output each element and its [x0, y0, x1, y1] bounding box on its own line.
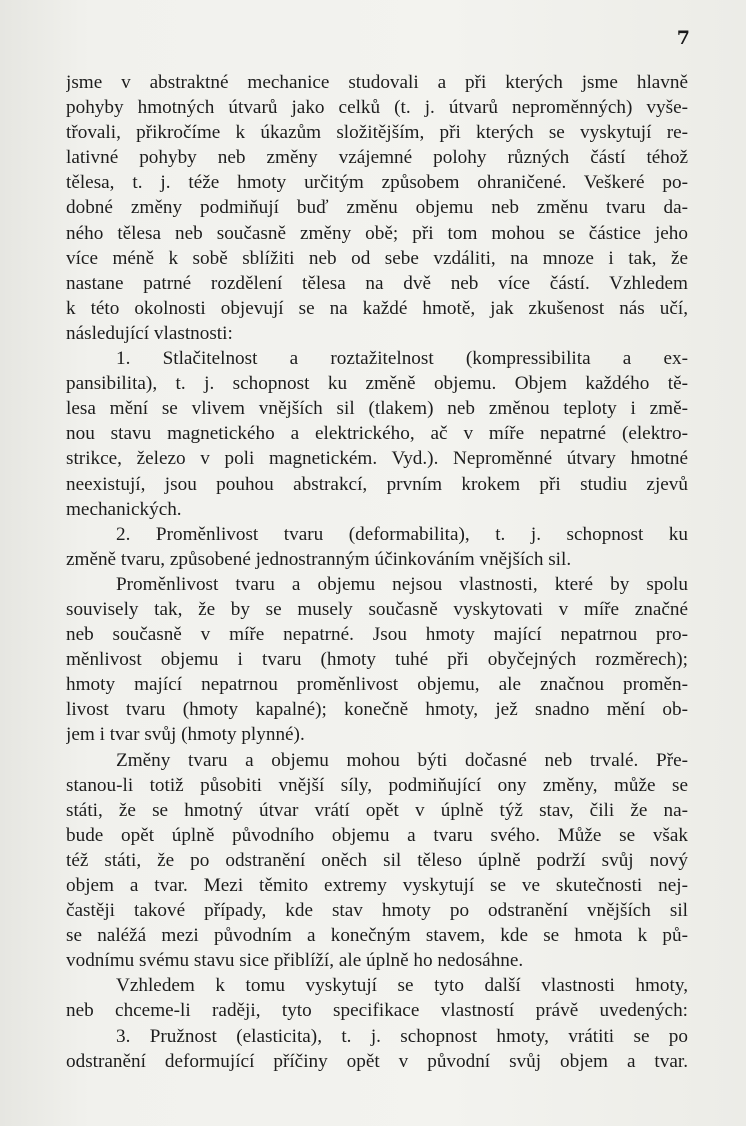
- text-line: 1. Stlačitelnost a roztažitelnost (kompressibilita a ex-: [116, 348, 688, 370]
- text-line: jsme v abstraktné mechanice studovali a při kterých jsme hlavně: [66, 72, 688, 93]
- text-line: mechanických.: [66, 498, 182, 520]
- text-line: ného tělesa neb současně změny obě; při tom mohou se částice jeho: [66, 222, 688, 244]
- text-line: pohyby hmotných útvarů jako celků (t. j. útvarů neproměnných) vyše-: [66, 97, 688, 119]
- text-line: nou stavu magnetického a elektrického, ač v míře nepatrné (elektro-: [66, 423, 688, 445]
- text-line: dobné změny podmiňují buď změnu objemu neb změnu tvaru da-: [66, 197, 688, 219]
- text-line: Proměnlivost tvaru a objemu nejsou vlastnosti, které by spolu: [116, 573, 688, 595]
- text-line: k této okolnosti objevují se na každé hmotě, jak zkušenost nás učí,: [66, 297, 688, 319]
- text-line: Změny tvaru a objemu mohou býti dočasné neb trvalé. Pře-: [116, 749, 688, 771]
- text-line: bude opět úplně původního objemu a tvaru svého. Může se však: [66, 824, 688, 846]
- text-line: vodnímu svému stavu sice přiblíží, ale úplně ho nedosáhne.: [66, 950, 524, 972]
- text-line: se naléžá mezi původním a konečným stavem, kde se hmota k pů-: [66, 925, 688, 947]
- text-line: souvisely tak, že by se musely současně vyskytovati v míře značné: [66, 598, 688, 620]
- text-line: 2. Proměnlivost tvaru (deformabilita), t. j. schopnost ku: [116, 523, 688, 545]
- text-line: neb chceme-li raději, tyto specifikace vlastností právě uvedených:: [66, 1000, 688, 1022]
- text-line: strikce, železo v poli magnetickém. Vyd.). Neproměnné útvary hmotné: [66, 448, 688, 470]
- body-text: [66, 70, 688, 1074]
- text-line: 3. Pružnost (elasticita), t. j. schopnost hmoty, vrátiti se po: [116, 1025, 688, 1047]
- text-line: lesa mění se vlivem vnějších sil (tlakem) neb změnou teploty i změ-: [66, 398, 688, 420]
- text-line: neb současně v míře nepatrné. Jsou hmoty mající nepatrnou pro-: [66, 624, 688, 646]
- text-line: Vzhledem k tomu vyskytují se tyto další vlastnosti hmoty,: [116, 975, 688, 997]
- text-line: více méně k sobě sblížiti neb od sebe vzdáliti, na mnoze i tak, že: [66, 247, 688, 269]
- text-line: změně tvaru, způsobené jednostranným účinkováním vnějších sil.: [66, 548, 572, 570]
- text-line: tělesa, t. j. téže hmoty určitým způsobem ohraničené. Veškeré po-: [66, 172, 688, 194]
- text-line: lativné pohyby neb změny vzájemné polohy různých částí téhož: [66, 147, 688, 169]
- text-line: objem a tvar. Mezi těmito extremy vyskytují se ve skutečnosti nej-: [66, 875, 688, 896]
- text-line: hmoty mající nepatrnou proměnlivost objemu, ale značnou proměn-: [66, 674, 688, 696]
- text-line: livost tvaru (hmoty kapalné); konečně hmoty, jež snadno mění ob-: [66, 699, 688, 721]
- text-line: nastane patrné rozdělení tělesa na dvě neb více částí. Vzhledem: [66, 272, 688, 294]
- text-line: následující vlastnosti:: [66, 322, 233, 344]
- text-line: měnlivost objemu i tvaru (hmoty tuhé při obyčejných rozměrech);: [66, 649, 688, 671]
- text-line: častěji takové případy, kde stav hmoty po odstranění vnějších sil: [66, 900, 688, 922]
- page-number: 7: [676, 27, 690, 49]
- text-line: též státi, že po odstranění oněch sil těleso úplně podrží svůj nový: [66, 849, 688, 871]
- text-line: neexistují, jsou pouhou abstrakcí, prvním krokem při studiu zjevů: [66, 473, 688, 495]
- text-line: státi, že se hmotný útvar vrátí opět v úplně týž stav, čili že na-: [66, 799, 688, 821]
- text-line: jem i tvar svůj (hmoty plynné).: [66, 724, 305, 746]
- text-line: třovali, přikročíme k úkazům složitějším, při kterých se vyskytují re-: [66, 122, 688, 144]
- text-line: odstranění deformující příčiny opět v původní svůj objem a tvar.: [66, 1050, 688, 1072]
- text-line: pansibilita), t. j. schopnost ku změně objemu. Objem každého tě-: [66, 373, 688, 395]
- text-line: stanou-li totiž působiti vnější síly, podmiňující ony změny, může se: [66, 774, 688, 796]
